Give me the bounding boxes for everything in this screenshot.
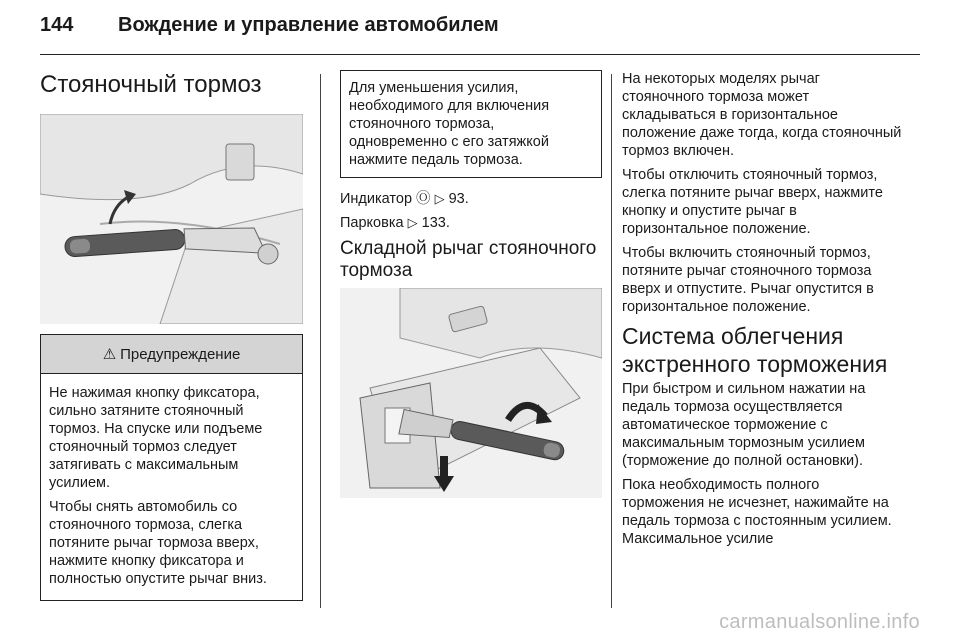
page-number: 144 [40, 14, 74, 36]
brake-indicator-icon: Ⓞ [416, 191, 431, 207]
body-paragraph: На некоторых моделях рычаг стояночного тормоза может складываться в горизонтальное положение даже тогда, когда стояночный тормоз включен. [622, 71, 902, 159]
page-header [40, 14, 920, 54]
ref-indicator [340, 190, 602, 208]
column-divider-2 [611, 74, 612, 608]
section-title-parking-brake: Стояночный тормоз [40, 71, 262, 98]
body-paragraph: Пока необходимость полного торможения не исчезнет, нажимайте на педаль тормоза с постоянным усилием. Максимальное усилие [622, 477, 892, 547]
warning-header [41, 335, 302, 374]
warning-box [40, 334, 303, 601]
parking-brake-lever-illustration [40, 114, 303, 324]
ref-label: Парковка [340, 215, 404, 231]
column-2 [340, 70, 602, 498]
section-title-brake-assist: Система облегчения экстренного торможения [622, 323, 888, 377]
warning-paragraph: Не нажимая кнопку фиксатора, сильно затяните стояночный тормоз. На спуске или подъеме стояночный тормоз следует затягивать с максимальным усилием. [49, 385, 263, 491]
column-divider-1 [320, 74, 321, 608]
ref-page: 93. [448, 191, 469, 207]
warning-icon: ⚠ [102, 346, 117, 363]
column-1 [40, 70, 303, 601]
page-ref-icon: ▷ [434, 191, 445, 206]
ref-page: 133. [421, 215, 450, 231]
note-box [340, 70, 602, 178]
folding-lever-illustration [340, 288, 602, 498]
warning-paragraph: Чтобы снять автомобиль со стояночного тормоза, слегка потяните рычаг тормоза вверх, нажмите кнопку фиксатора и полностью опустите рычаг вниз. [49, 499, 267, 587]
chapter-title: Вождение и управление автомобилем [118, 14, 499, 36]
body-paragraph: При быстром и сильном нажатии на педаль тормоза осуществляется автоматическое торможение с максимальным тормозным усилием (торможение до полной остановки). [622, 381, 866, 469]
body-paragraph: Чтобы отключить стояночный тормоз, слегка потяните рычаг вверх, нажмите кнопку и опустите рычаг в горизонтальное положение. [622, 167, 883, 237]
ref-parking [340, 214, 602, 232]
warning-heading: Предупреждение [120, 345, 241, 363]
ref-label: Индикатор [340, 191, 413, 207]
warning-body [41, 374, 302, 600]
note-text: Для уменьшения усилия, необходимого для включения стояночного тормоза, одновременно с его затяжкой нажмите педаль тормоза. [349, 80, 550, 168]
body-paragraph: Чтобы включить стояночный тормоз, потяните рычаг стояночного тормоза вверх и отпустите. Рычаг опустится в горизонтальное положение. [622, 245, 874, 315]
watermark: carmanualsonline.info [719, 611, 920, 633]
column-3 [622, 70, 902, 554]
header-divider [40, 54, 920, 55]
page-ref-icon: ▷ [407, 215, 418, 230]
subsection-title-folding-lever: Складной рычаг стояночного тормоза [340, 238, 597, 281]
